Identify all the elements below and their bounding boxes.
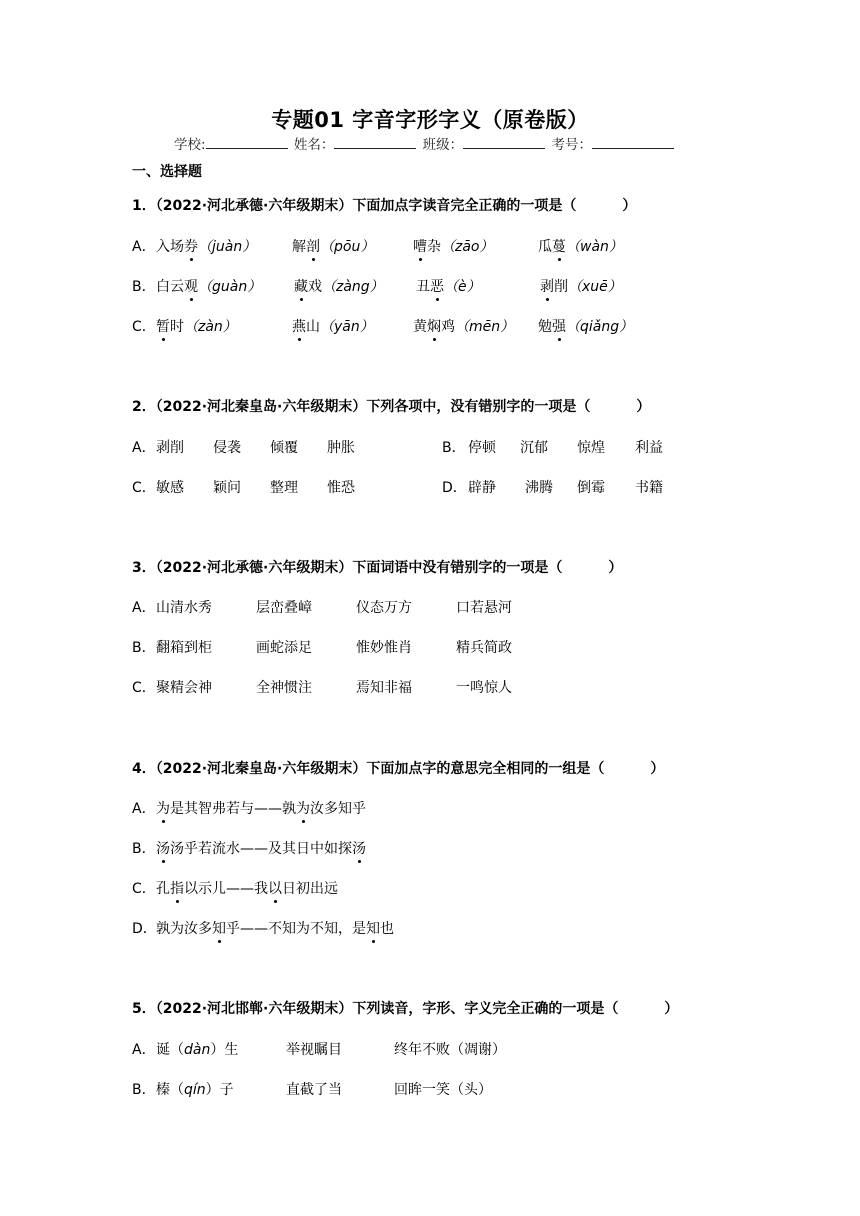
- option-word: 沉郁: [520, 440, 548, 456]
- option-item: 丑恶（è）: [416, 276, 481, 296]
- option-label: B．: [132, 841, 156, 857]
- option-item: 燕山（yān）: [292, 316, 374, 336]
- question-5-stem: [132, 998, 678, 1018]
- exam-no-blank[interactable]: [592, 134, 674, 149]
- page-title: 专题01 字音字形字义（原卷版）: [271, 108, 589, 132]
- option-word: 山清水秀: [156, 600, 212, 616]
- exam-no-label: 考号：: [551, 137, 592, 153]
- name-label: 姓名：: [293, 137, 335, 153]
- option-item: 解剖（pōu）: [292, 236, 374, 256]
- option-item: 回眸一笑（头）: [394, 1082, 492, 1098]
- question-2-stem: [132, 396, 650, 416]
- option-label: A．: [132, 239, 156, 255]
- option-item: 暂时（zàn）: [156, 316, 237, 336]
- option-word: 惟恐: [327, 480, 355, 496]
- option-word: 肿胀: [327, 440, 355, 456]
- question-1-stem: [132, 195, 636, 215]
- option-text: 汤汤乎若流水——及其日中如探汤: [156, 838, 366, 858]
- option-text: 为是其智弗若与——孰为汝多知乎: [156, 798, 366, 818]
- option-label-a[interactable]: A．: [132, 440, 156, 456]
- option-label: B．: [132, 1082, 156, 1098]
- option-item: 诞（dàn）生: [156, 1042, 239, 1058]
- option-item: 勉强（qiǎng）: [538, 316, 633, 336]
- question-close: ）: [622, 198, 637, 214]
- option-label: A．: [132, 1042, 156, 1058]
- option-word: 翻箱到柜: [156, 640, 212, 656]
- option-word: 停顿: [468, 440, 496, 456]
- option-word: 颖问: [213, 480, 241, 496]
- option-word: 精兵简政: [456, 640, 512, 656]
- question-close: ）: [636, 399, 651, 415]
- option-item: 瓜蔓（wàn）: [538, 236, 623, 256]
- option-word: 利益: [635, 440, 663, 456]
- option-word: 画蛇添足: [256, 640, 312, 656]
- option-word: 倾覆: [270, 440, 298, 456]
- class-blank[interactable]: [463, 134, 545, 149]
- option-item: 直截了当: [286, 1082, 342, 1098]
- option-label: A．: [132, 600, 156, 616]
- class-label: 班级：: [422, 137, 464, 153]
- option-word: 仪态万方: [356, 600, 412, 616]
- option-label: C．: [132, 881, 156, 897]
- section-heading: 一、选择题: [132, 164, 202, 180]
- option-label-b[interactable]: B．: [442, 440, 466, 456]
- option-label-c[interactable]: C．: [132, 480, 156, 496]
- option-word: 侵袭: [213, 440, 241, 456]
- question-text: 1．（2022·河北承德·六年级期末）下面加点字读音完全正确的一项是（: [132, 198, 577, 214]
- option-item: 终年不败（凋谢）: [394, 1042, 506, 1058]
- option-label: D．: [132, 921, 157, 937]
- name-blank[interactable]: [334, 134, 416, 149]
- question-text: 5．（2022·河北邯郸·六年级期末）下列读音，字形、字义完全正确的一项是（: [132, 1001, 619, 1017]
- question-text: 3．（2022·河北承德·六年级期末）下面词语中没有错别字的一项是（: [132, 560, 563, 576]
- question-close: ）: [650, 761, 665, 777]
- option-item: 嘈杂（zāo）: [413, 236, 494, 256]
- option-item: 藏戏（zàng）: [294, 276, 384, 296]
- question-4-stem: [132, 758, 664, 778]
- option-item: 榛（qín）子: [156, 1082, 234, 1098]
- option-label: B．: [132, 279, 156, 295]
- option-label: A．: [132, 801, 156, 817]
- option-label-d[interactable]: D．: [442, 480, 467, 496]
- question-close: ）: [664, 1001, 679, 1017]
- option-text: 孰为汝多知乎——不知为不知，是知也: [156, 918, 394, 938]
- option-label: C．: [132, 680, 156, 696]
- question-text: 4．（2022·河北秦皇岛·六年级期末）下面加点字的意思完全相同的一组是（: [132, 761, 605, 777]
- option-word: 书籍: [635, 480, 663, 496]
- school-label: 学校:: [174, 137, 206, 153]
- option-item: 剥削（xuē）: [540, 276, 622, 296]
- question-close: ）: [608, 560, 623, 576]
- option-label: C．: [132, 319, 156, 335]
- option-word: 沸腾: [525, 480, 553, 496]
- option-word: 剥削: [156, 440, 184, 456]
- option-label: B．: [132, 640, 156, 656]
- option-item: 入场券（juàn）: [156, 236, 256, 256]
- option-word: 敏感: [156, 480, 184, 496]
- option-word: 聚精会神: [156, 680, 212, 696]
- option-word: 全神惯注: [256, 680, 312, 696]
- option-word: 层峦叠嶂: [256, 600, 312, 616]
- option-word: 惟妙惟肖: [356, 640, 412, 656]
- option-text: 孔指以示儿——我以日初出远: [156, 878, 338, 898]
- student-info-line: [174, 133, 676, 153]
- option-word: 一鸣惊人: [456, 680, 512, 696]
- option-item: 白云观（guàn）: [156, 276, 261, 296]
- option-word: 倒霉: [577, 480, 605, 496]
- option-word: 整理: [270, 480, 298, 496]
- option-word: 焉知非福: [356, 680, 412, 696]
- question-text: 2．（2022·河北秦皇岛·六年级期末）下列各项中，没有错别字的一项是（: [132, 399, 591, 415]
- option-word: 惊煌: [577, 440, 605, 456]
- option-item: 黄焖鸡（mēn）: [413, 316, 514, 336]
- question-3-stem: [132, 557, 622, 577]
- option-word: 辟静: [468, 480, 496, 496]
- option-word: 口若悬河: [456, 600, 512, 616]
- option-item: 举视瞩目: [286, 1042, 342, 1058]
- school-blank[interactable]: [206, 134, 288, 149]
